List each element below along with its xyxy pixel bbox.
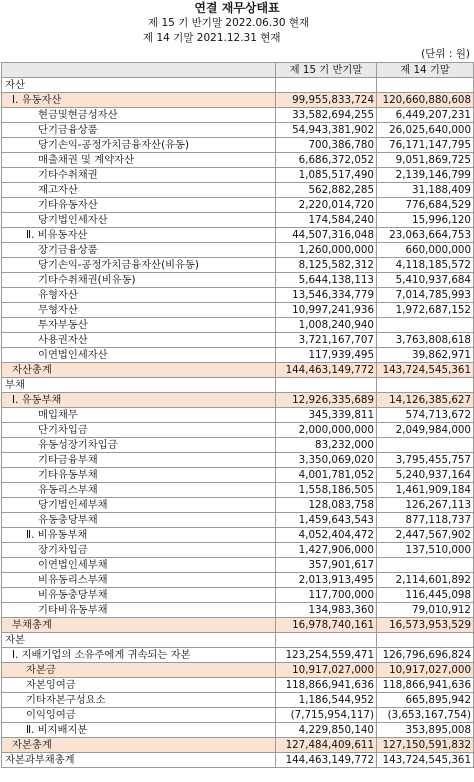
prior-value: 3,763,808,618: [377, 333, 474, 348]
account-label: 이익잉여금: [2, 708, 276, 723]
account-label: 이연법인세자산: [2, 348, 276, 363]
table-row: [2, 528, 474, 543]
current-value: 2,013,913,495: [276, 573, 377, 588]
table-row: [2, 498, 474, 513]
table-row: [2, 423, 474, 438]
table-row: [2, 468, 474, 483]
current-value: 3,721,167,707: [276, 333, 377, 348]
header-current-period: 제 15 기 반기말: [276, 63, 377, 78]
current-value: 127,484,409,611: [276, 738, 377, 753]
table-row: [2, 573, 474, 588]
account-label: 자본과부채총계: [2, 753, 276, 768]
account-label: 자본총계: [2, 738, 276, 753]
current-value: 1,260,000,000: [276, 243, 377, 258]
current-value: [276, 633, 377, 648]
current-value: 134,983,360: [276, 603, 377, 618]
prior-value: 2,447,567,902: [377, 528, 474, 543]
prior-value: 15,996,120: [377, 213, 474, 228]
prior-value: [377, 633, 474, 648]
table-row: [2, 618, 474, 633]
table-row: [2, 78, 474, 93]
header-prior-period: 제 14 기말: [377, 63, 474, 78]
table-row: [2, 123, 474, 138]
table-header-row: [2, 63, 474, 78]
table-row: [2, 408, 474, 423]
account-label: 기타비유동부채: [2, 603, 276, 618]
account-label: 기타금융부채: [2, 453, 276, 468]
prior-value: 126,267,113: [377, 498, 474, 513]
table-row: [2, 138, 474, 153]
prior-value: 353,895,008: [377, 723, 474, 738]
account-label: 비유동충당부채: [2, 588, 276, 603]
prior-value: 14,126,385,627: [377, 393, 474, 408]
table-row: [2, 108, 474, 123]
account-label: 무형자산: [2, 303, 276, 318]
account-label: 자본: [2, 633, 276, 648]
account-label: Ⅱ. 비지배지분: [2, 723, 276, 738]
current-value: 8,125,582,312: [276, 258, 377, 273]
account-label: 기타자본구성요소: [2, 693, 276, 708]
prior-value: 1,461,909,184: [377, 483, 474, 498]
table-row: [2, 738, 474, 753]
table-row: [2, 723, 474, 738]
table-row: [2, 633, 474, 648]
prior-value: 574,713,672: [377, 408, 474, 423]
prior-value: 116,445,098: [377, 588, 474, 603]
prior-value: [377, 438, 474, 453]
current-value: (7,715,954,117): [276, 708, 377, 723]
prior-value: 5,410,937,684: [377, 273, 474, 288]
current-value: 12,926,335,689: [276, 393, 377, 408]
table-row: [2, 543, 474, 558]
table-row: [2, 663, 474, 678]
account-label: 당기법인세부채: [2, 498, 276, 513]
table-row: [2, 153, 474, 168]
current-value: 83,232,000: [276, 438, 377, 453]
current-value: 2,220,014,720: [276, 198, 377, 213]
prior-value: 16,573,953,529: [377, 618, 474, 633]
table-row: [2, 603, 474, 618]
current-value: 33,582,694,255: [276, 108, 377, 123]
account-label: 자산: [2, 78, 276, 93]
account-label: 유동성장기차입금: [2, 438, 276, 453]
account-label: 매입채무: [2, 408, 276, 423]
prior-value: 6,449,207,231: [377, 108, 474, 123]
table-row: [2, 483, 474, 498]
current-value: 5,644,138,113: [276, 273, 377, 288]
account-label: 장기금융상품: [2, 243, 276, 258]
prior-value: 2,114,601,892: [377, 573, 474, 588]
period-current-line: [0, 16, 474, 31]
table-row: [2, 753, 474, 768]
current-value: 1,085,517,490: [276, 168, 377, 183]
table-row: [2, 558, 474, 573]
account-label: 재고자산: [2, 183, 276, 198]
account-label: 비유동리스부채: [2, 573, 276, 588]
table-row: [2, 708, 474, 723]
account-label: 기타유동부채: [2, 468, 276, 483]
table-row: [2, 513, 474, 528]
table-row: [2, 453, 474, 468]
current-value: 174,584,240: [276, 213, 377, 228]
prior-value: 76,171,147,795: [377, 138, 474, 153]
current-value: 44,507,316,048: [276, 228, 377, 243]
table-row: [2, 348, 474, 363]
prior-value: 120,660,880,608: [377, 93, 474, 108]
account-label: 투자부동산: [2, 318, 276, 333]
current-value: 562,882,285: [276, 183, 377, 198]
table-row: [2, 378, 474, 393]
account-label: 단기금융상품: [2, 123, 276, 138]
account-label: Ⅰ. 지배기업의 소유주에게 귀속되는 자본: [2, 648, 276, 663]
table-row: [2, 93, 474, 108]
prior-value: 118,866,941,636: [377, 678, 474, 693]
table-row: [2, 168, 474, 183]
account-label: Ⅰ. 유동자산: [2, 93, 276, 108]
account-label: 자본금: [2, 663, 276, 678]
prior-value: 3,795,455,757: [377, 453, 474, 468]
account-label: 부채: [2, 378, 276, 393]
period-prior: 제 14 기말 2021.12.31 현재: [143, 32, 281, 44]
current-value: 144,463,149,772: [276, 753, 377, 768]
current-value: 1,558,186,505: [276, 483, 377, 498]
current-value: 1,008,240,940: [276, 318, 377, 333]
current-value: [276, 78, 377, 93]
account-label: 당기손익-공정가치금융자산(비유동): [2, 258, 276, 273]
current-value: 4,052,404,472: [276, 528, 377, 543]
table-row: [2, 693, 474, 708]
account-label: 당기손익-공정가치금융자산(유동): [2, 138, 276, 153]
prior-value: 5,240,937,164: [377, 468, 474, 483]
prior-value: (3,653,167,754): [377, 708, 474, 723]
current-value: 13,546,334,779: [276, 288, 377, 303]
account-label: 현금및현금성자산: [2, 108, 276, 123]
current-value: 2,000,000,000: [276, 423, 377, 438]
prior-value: [377, 378, 474, 393]
current-value: 345,339,811: [276, 408, 377, 423]
table-row: [2, 438, 474, 453]
prior-value: 137,510,000: [377, 543, 474, 558]
current-value: 118,866,941,636: [276, 678, 377, 693]
prior-value: [377, 318, 474, 333]
table-row: [2, 363, 474, 378]
prior-value: [377, 78, 474, 93]
table-row: [2, 318, 474, 333]
current-value: 123,254,559,471: [276, 648, 377, 663]
prior-value: 877,118,737: [377, 513, 474, 528]
prior-value: [377, 558, 474, 573]
account-label: 기타유동자산: [2, 198, 276, 213]
account-label: 자산총계: [2, 363, 276, 378]
current-value: 117,700,000: [276, 588, 377, 603]
header-account: [2, 63, 276, 78]
prior-value: 126,796,696,824: [377, 648, 474, 663]
current-value: 10,917,027,000: [276, 663, 377, 678]
prior-value: 39,862,971: [377, 348, 474, 363]
account-label: Ⅱ. 비유동자산: [2, 228, 276, 243]
prior-value: 79,010,912: [377, 603, 474, 618]
period-prior-line: [0, 31, 474, 46]
current-value: 4,229,850,140: [276, 723, 377, 738]
table-row: [2, 303, 474, 318]
prior-value: 31,188,409: [377, 183, 474, 198]
current-value: 700,386,780: [276, 138, 377, 153]
account-label: 기타수취채권(비유동): [2, 273, 276, 288]
table-row: [2, 288, 474, 303]
account-label: 장기차입금: [2, 543, 276, 558]
prior-value: 1,972,687,152: [377, 303, 474, 318]
current-value: 357,901,617: [276, 558, 377, 573]
current-value: 1,186,544,952: [276, 693, 377, 708]
prior-value: 4,118,185,572: [377, 258, 474, 273]
account-label: 당기법인세자산: [2, 213, 276, 228]
current-value: 10,997,241,936: [276, 303, 377, 318]
unit-label: (단위 : 원): [421, 48, 470, 60]
current-value: 16,978,740,161: [276, 618, 377, 633]
account-label: 이연법인세부채: [2, 558, 276, 573]
account-label: 유동리스부채: [2, 483, 276, 498]
table-row: [2, 588, 474, 603]
table-row: [2, 678, 474, 693]
prior-value: 143,724,545,361: [377, 753, 474, 768]
statement-title: 연결 재무상태표: [194, 1, 280, 15]
prior-value: 143,724,545,361: [377, 363, 474, 378]
account-label: Ⅱ. 비유동부채: [2, 528, 276, 543]
table-row: [2, 243, 474, 258]
account-label: 사용권자산: [2, 333, 276, 348]
table-row: [2, 258, 474, 273]
balance-sheet-table: [1, 62, 474, 768]
table-row: [2, 213, 474, 228]
period-current: 제 15 기 반기말 2022.06.30 현재: [148, 17, 310, 29]
prior-value: 23,063,664,753: [377, 228, 474, 243]
table-row: [2, 273, 474, 288]
prior-value: 776,684,529: [377, 198, 474, 213]
prior-value: 7,014,785,993: [377, 288, 474, 303]
prior-value: 10,917,027,000: [377, 663, 474, 678]
current-value: 6,686,372,052: [276, 153, 377, 168]
account-label: Ⅰ. 유동부채: [2, 393, 276, 408]
prior-value: 660,000,000: [377, 243, 474, 258]
current-value: 54,943,381,902: [276, 123, 377, 138]
table-row: [2, 183, 474, 198]
table-body: [2, 78, 474, 768]
current-value: 117,939,495: [276, 348, 377, 363]
table-row: [2, 198, 474, 213]
current-value: 3,350,069,020: [276, 453, 377, 468]
table-row: [2, 333, 474, 348]
account-label: 유형자산: [2, 288, 276, 303]
account-label: 부채총계: [2, 618, 276, 633]
prior-value: 2,049,984,000: [377, 423, 474, 438]
current-value: 4,001,781,052: [276, 468, 377, 483]
table-row: [2, 228, 474, 243]
account-label: 자본잉여금: [2, 678, 276, 693]
account-label: 매출채권 및 계약자산: [2, 153, 276, 168]
prior-value: 9,051,869,725: [377, 153, 474, 168]
prior-value: 2,139,146,799: [377, 168, 474, 183]
current-value: 1,427,906,000: [276, 543, 377, 558]
current-value: 99,955,833,724: [276, 93, 377, 108]
prior-value: 26,025,640,000: [377, 123, 474, 138]
prior-value: 665,895,942: [377, 693, 474, 708]
account-label: 유동충당부채: [2, 513, 276, 528]
prior-value: 127,150,591,832: [377, 738, 474, 753]
current-value: 128,083,758: [276, 498, 377, 513]
table-row: [2, 393, 474, 408]
current-value: 144,463,149,772: [276, 363, 377, 378]
account-label: 기타수취채권: [2, 168, 276, 183]
account-label: 단기차입금: [2, 423, 276, 438]
current-value: [276, 378, 377, 393]
table-row: [2, 648, 474, 663]
current-value: 1,459,643,543: [276, 513, 377, 528]
